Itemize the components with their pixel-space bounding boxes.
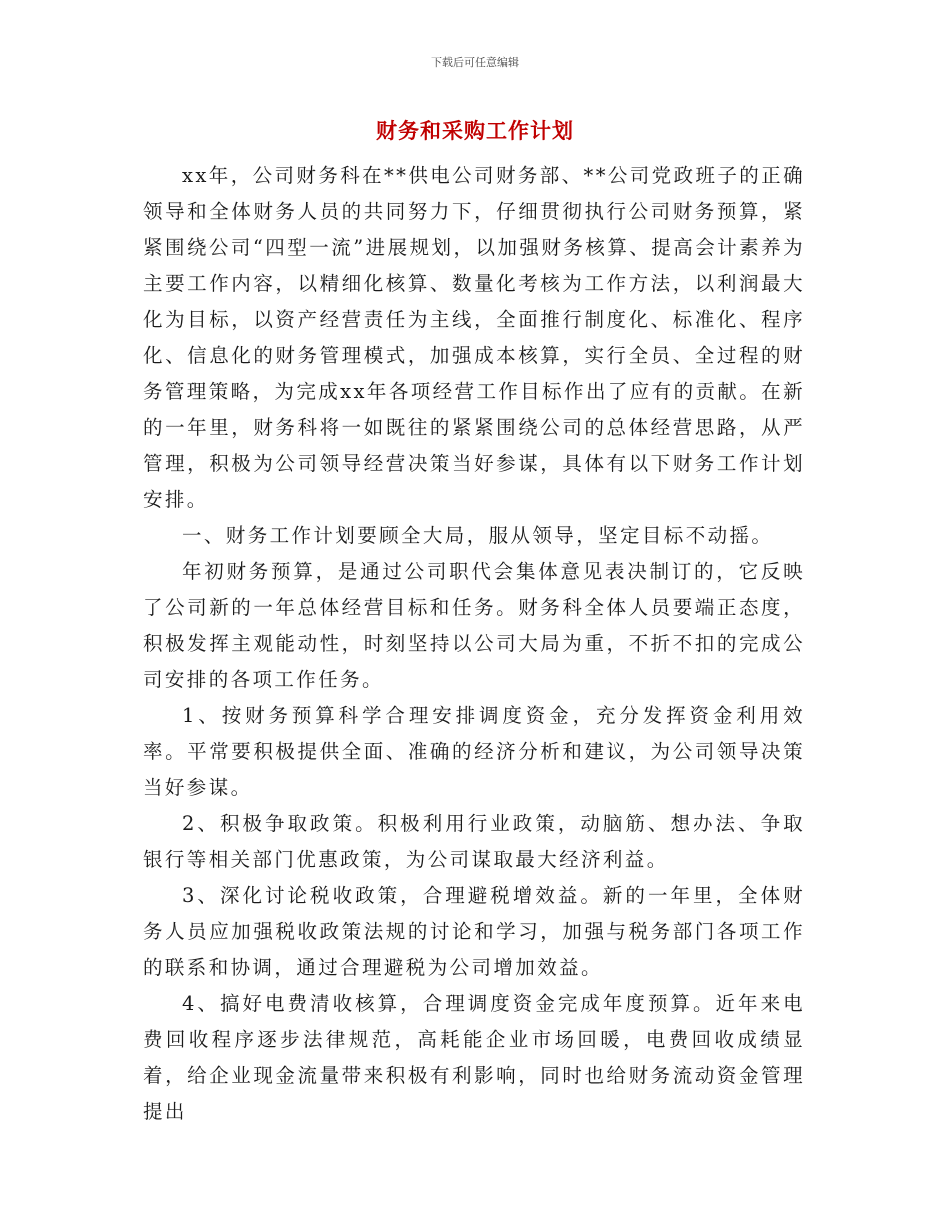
paragraph-intro: xx年，公司财务科在**供电公司财务部、**公司党政班子的正确领导和全体财务人员的共同努力下，仔细贯彻执行公司财务预算，紧紧围绕公司“四型一流”进展规划，以加强财务核算、提高会计素养为主要工作内容，以精细化核算、数量化考核为工作方法，以利润最大化为目标，以资产经营责任为主线，全面推行制度化、标准化、程序化、信息化的财务管理模式，加强成本核算，实行全员、全过程的财务管理策略，为完成xx年各项经营工作目标作出了应有的贡献。在新的一年里，财务科将一如既往的紧紧围绕公司的总体经营思路，从严管理，积极为公司领导经营决策当好参谋，具体有以下财务工作计划安排。 (143, 164, 805, 511)
document-body (143, 158, 805, 1130)
document-title: 财务和采购工作计划 (376, 119, 574, 143)
header-note: 下载后可任意编辑 (431, 56, 519, 69)
paragraph-item-3: 3、深化讨论税收政策，合理避税增效益。新的一年里，全体财务人员应加强税收政策法规的讨论和学习，加强与税务部门各项工作的联系和协调，通过合理避税为公司增加效益。 (143, 884, 805, 979)
paragraph-section-1-heading: 一、财务工作计划要顾全大局，服从领导，坚定目标不动摇。 (182, 524, 774, 547)
paragraph-item-1: 1、按财务预算科学合理安排调度资金，充分发挥资金利用效率。平常要积极提供全面、准确的经济分析和建议，为公司领导决策当好参谋。 (143, 704, 805, 799)
paragraph-item-2: 2、积极争取政策。积极利用行业政策，动脑筋、想办法、争取银行等相关部门优惠政策，为公司谋取最大经济利益。 (143, 812, 805, 871)
paragraph-item-4: 4、搞好电费清收核算，合理调度资金完成年度预算。近年来电费回收程序逐步法律规范，高耗能企业市场回暖，电费回收成绩显着，给企业现金流量带来积极有利影响，同时也给财务流动资金管理提出 (143, 992, 805, 1123)
paragraph-budget: 年初财务预算，是通过公司职代会集体意见表决制订的，它反映了公司新的一年总体经营目标和任务。财务科全体人员要端正态度，积极发挥主观能动性，时刻坚持以公司大局为重，不折不扣的完成公司安排的各项工作任务。 (143, 560, 805, 691)
